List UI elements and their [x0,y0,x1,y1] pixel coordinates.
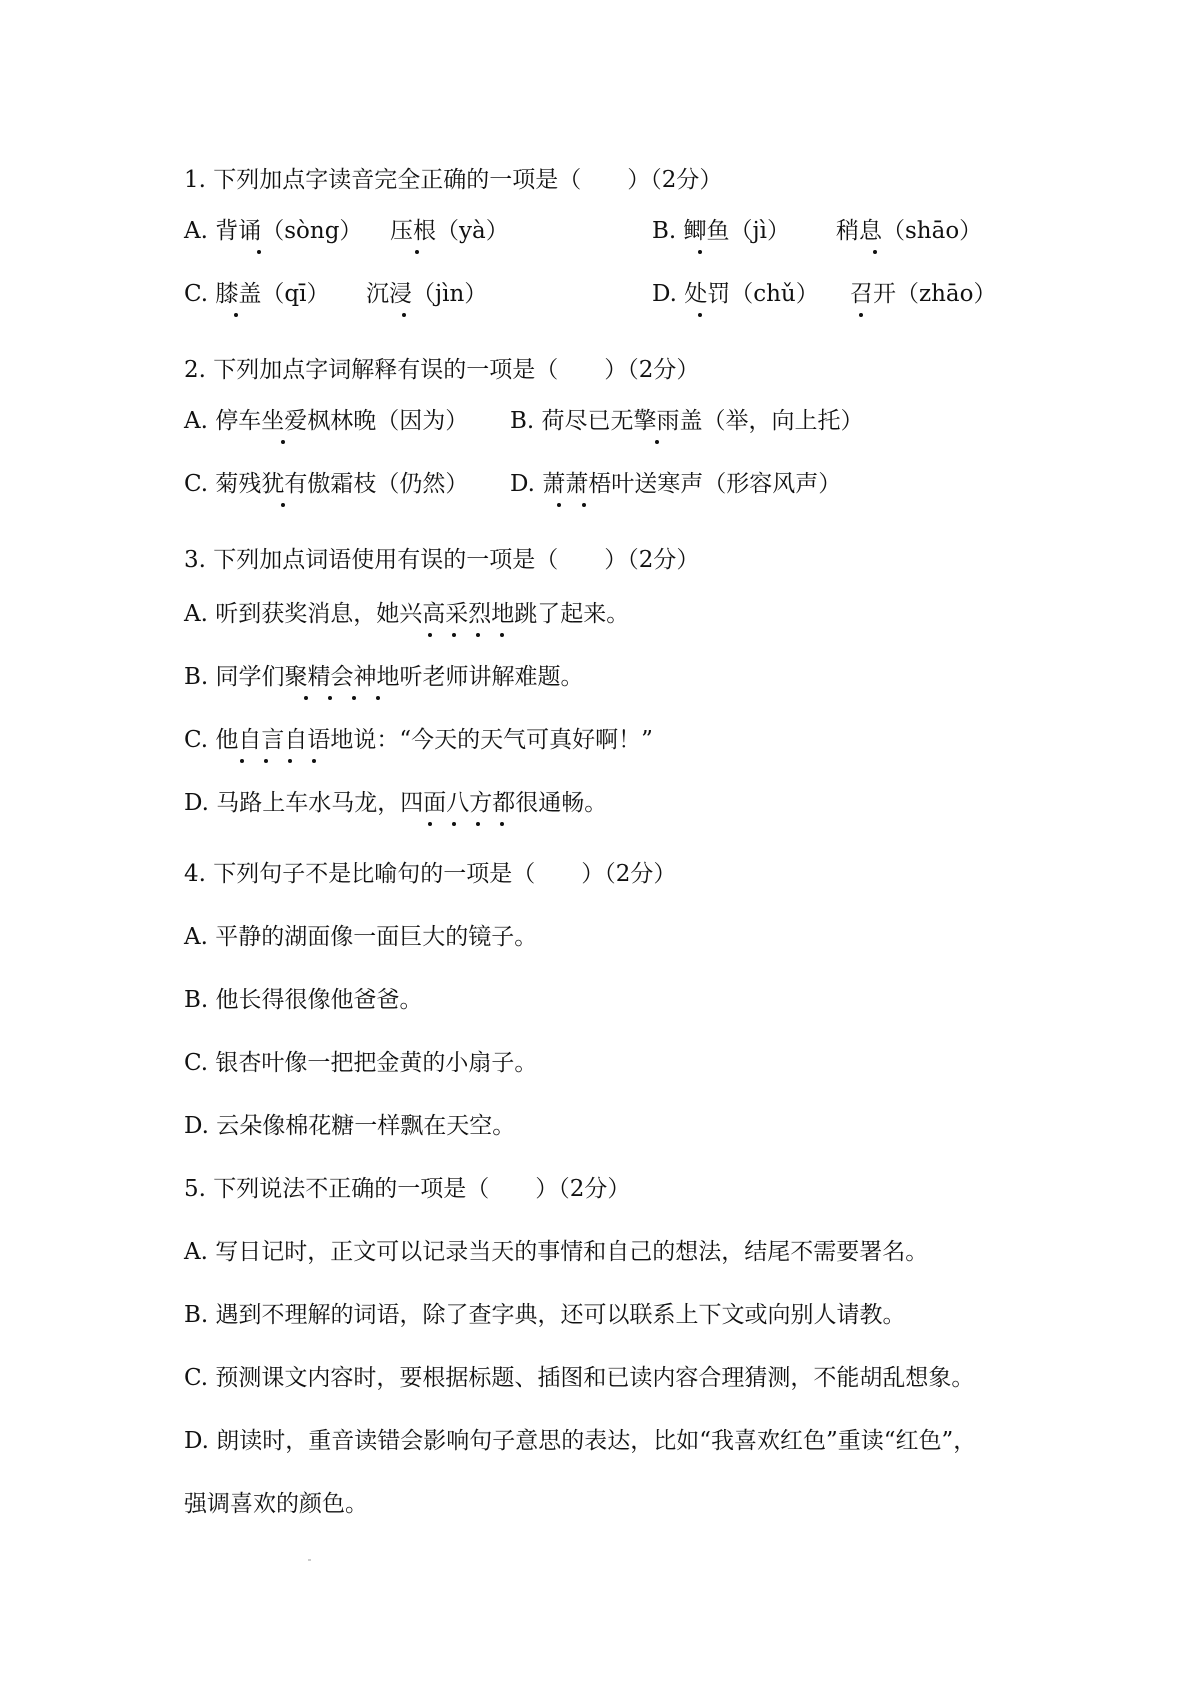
q1-option-c-word2: 沉浸（jìn） [366,281,488,307]
q1-option-a-word1: A. 背诵（sòng） [184,218,363,244]
q2-stem: 2. 下列加点字词解释有误的一项是（ ）（2分） [184,357,700,383]
emphasis-dot [257,250,261,254]
emphasis-dot [500,633,504,637]
emphasis-dot [428,633,432,637]
q1-option-b-word1: B. 鲫鱼（jì） [652,218,791,244]
emphasis-dot [415,250,419,254]
q4-option-d: D. 云朵像棉花糖一样飘在天空。 [184,1113,516,1139]
emphasis-dot [500,822,504,826]
emphasis-dot [312,759,316,763]
q2-option-a: A. 停车坐爱枫林晚（因为） [184,408,469,434]
emphasis-dot [582,503,586,507]
emphasis-dot [655,440,659,444]
q2-option-b: B. 荷尽已无擎雨盖（举，向上托） [510,408,864,434]
emphasis-dot [698,250,702,254]
q5-option-b: B. 遇到不理解的词语，除了查字典，还可以联系上下文或向别人请教。 [184,1302,906,1328]
q1-option-d-word1: D. 处罚（chǔ） [652,281,819,307]
q2-option-c: C. 菊残犹有傲霜枝（仍然） [184,471,469,497]
q1-option-c-word1: C. 膝盖（qī） [184,281,330,307]
emphasis-dot [557,503,561,507]
q5-option-a: A. 写日记时，正文可以记录当天的事情和自己的想法，结尾不需要署名。 [184,1239,929,1265]
q1-option-b-word2: 稍息（shāo） [836,218,983,244]
emphasis-dot [234,313,238,317]
q3-option-b: B. 同学们聚精会神地听老师讲解难题。 [184,664,584,690]
emphasis-dot [698,313,702,317]
q3-stem: 3. 下列加点词语使用有误的一项是（ ）（2分） [184,547,700,573]
emphasis-dot [352,696,356,700]
emphasis-dot [376,696,380,700]
emphasis-dot [402,313,406,317]
emphasis-dot [240,759,244,763]
q4-option-a: A. 平静的湖面像一面巨大的镜子。 [184,924,538,950]
emphasis-dot [281,503,285,507]
emphasis-dot [304,696,308,700]
emphasis-dot [476,633,480,637]
q3-option-c: C. 他自言自语地说：“今天的天气可真好啊！” [184,727,653,753]
q5-option-c: C. 预测课文内容时，要根据标题、插图和已读内容合理猜测，不能胡乱想象。 [184,1365,975,1391]
scan-speck [308,1559,311,1561]
q4-stem: 4. 下列句子不是比喻句的一项是（ ）（2分） [184,861,677,887]
q1-option-a-word2: 压根（yà） [390,218,509,244]
q5-option-d-continued: 强调喜欢的颜色。 [184,1491,368,1517]
emphasis-dot [452,822,456,826]
q5-stem: 5. 下列说法不正确的一项是（ ）（2分） [184,1176,631,1202]
q5-option-d: D. 朗读时，重音读错会影响句子意思的表达，比如“我喜欢红色”重读“红色”， [184,1428,977,1454]
emphasis-dot [452,633,456,637]
emphasis-dot [281,440,285,444]
q3-option-a: A. 听到获奖消息，她兴高采烈地跳了起来。 [184,601,630,627]
emphasis-dot [288,759,292,763]
q4-option-b: B. 他长得很像他爸爸。 [184,987,423,1013]
emphasis-dot [873,250,877,254]
q3-option-d: D. 马路上车水马龙，四面八方都很通畅。 [184,790,608,816]
emphasis-dot [328,696,332,700]
emphasis-dot [428,822,432,826]
q4-option-c: C. 银杏叶像一把把金黄的小扇子。 [184,1050,538,1076]
emphasis-dot [859,313,863,317]
q2-option-d: D. 萧萧梧叶送寒声（形容风声） [510,471,842,497]
emphasis-dot [264,759,268,763]
q1-stem: 1. 下列加点字读音完全正确的一项是（ ）（2分） [184,167,723,193]
emphasis-dot [476,822,480,826]
q1-option-d-word2: 召开（zhāo） [850,281,997,307]
